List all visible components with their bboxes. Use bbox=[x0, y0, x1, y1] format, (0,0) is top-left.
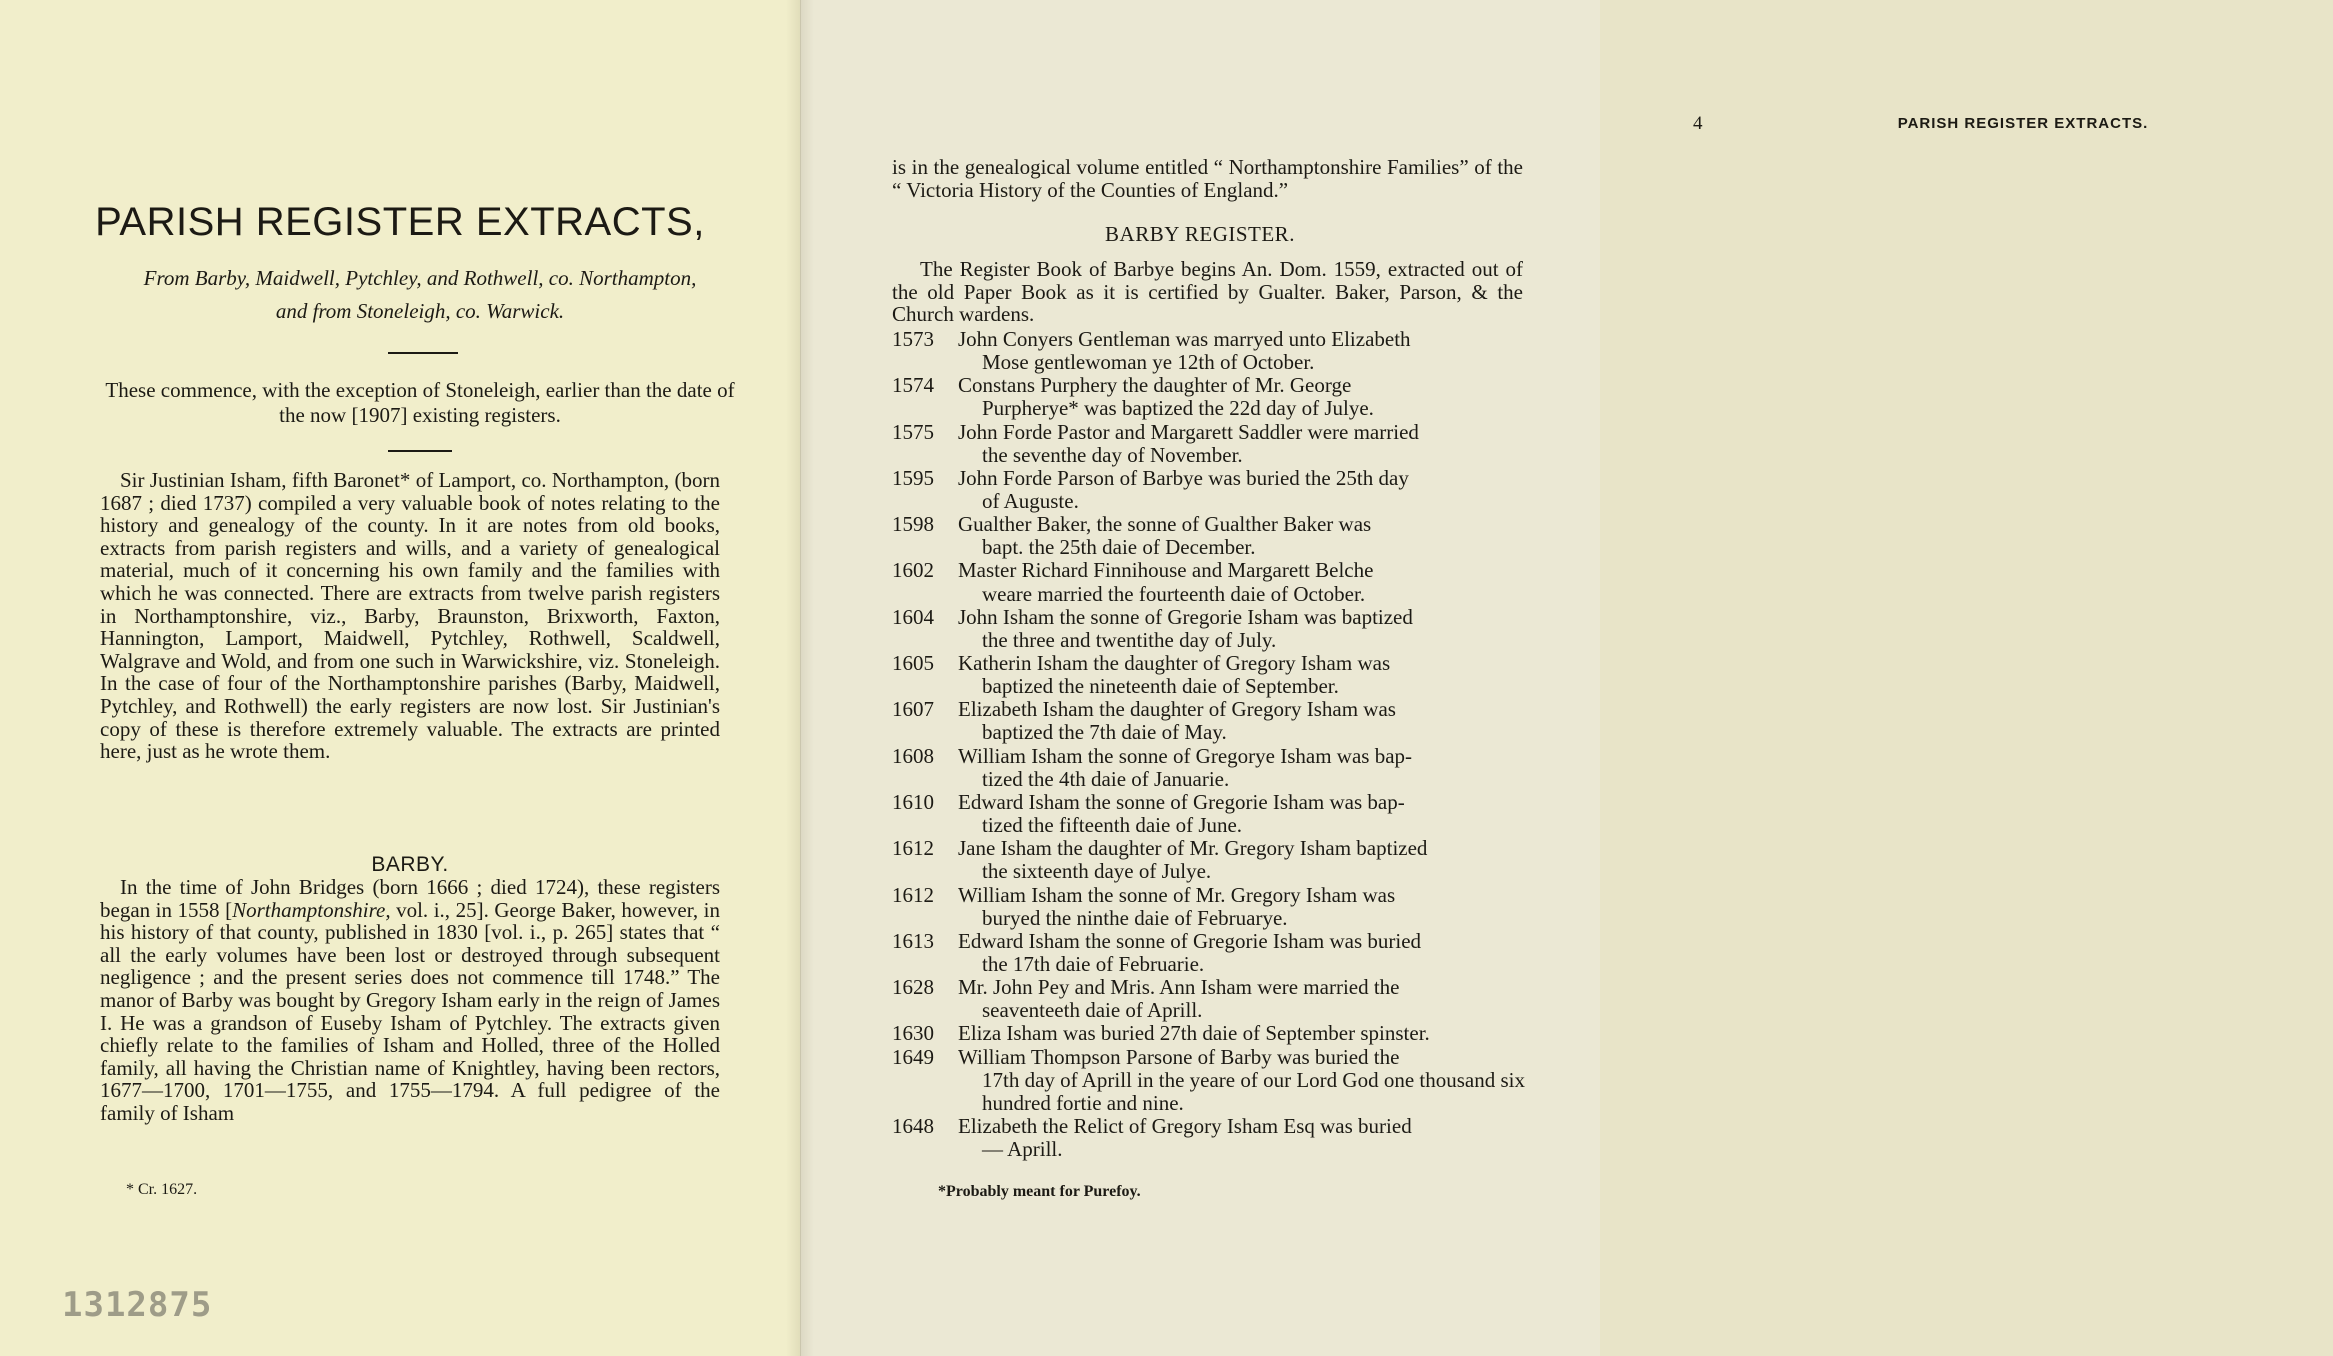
entry-text bbox=[958, 652, 1525, 698]
entry-year: 1613 bbox=[892, 928, 934, 953]
entry-continuation: the seventhe day of November. bbox=[982, 442, 1243, 467]
entry-year: 1595 bbox=[892, 465, 934, 490]
entry-first-line: Elizabeth the Relict of Gregory Isham Esq was buried bbox=[958, 1113, 1412, 1138]
entry-text bbox=[958, 1022, 1525, 1045]
entry-first-line: Eliza Isham was buried 27th daie of September spinster. bbox=[958, 1021, 1430, 1046]
entry-first-line: William Thompson Parsone of Barby was buried the bbox=[958, 1044, 1400, 1069]
page-number: 4 bbox=[1693, 113, 1703, 134]
entry-continuation: buryed the ninthe daie of Februarye. bbox=[982, 905, 1288, 930]
entry-first-line: Constans Purphery the daughter of Mr. George bbox=[958, 373, 1352, 398]
entry-continuation: baptized the nineteenth daie of September. bbox=[982, 674, 1339, 699]
register-entry bbox=[892, 791, 1525, 837]
continuation-text: is in the genealogical volume entitled “ Northamptonshire Families” of the “ Victoria History of the Counties of England.” bbox=[892, 155, 1523, 202]
entry-first-line: Edward Isham the sonne of Gregorie Isham was buried bbox=[958, 928, 1422, 953]
register-entry bbox=[892, 976, 1525, 1022]
divider-rule bbox=[388, 450, 452, 452]
entry-year: 1648 bbox=[892, 1113, 934, 1138]
register-entry bbox=[892, 745, 1525, 791]
entry-year: 1602 bbox=[892, 558, 934, 583]
entry-year: 1612 bbox=[892, 836, 934, 861]
entry-text bbox=[958, 698, 1525, 744]
entry-first-line: William Isham the sonne of Gregorye Isham was bap- bbox=[958, 743, 1413, 768]
entry-year: 1608 bbox=[892, 743, 934, 768]
register-entry bbox=[892, 1115, 1525, 1161]
entry-continuation: baptized the 7th daie of May. bbox=[982, 720, 1227, 745]
entry-year: 1630 bbox=[892, 1021, 934, 1046]
entry-first-line: Edward Isham the sonne of Gregorie Isham was bap- bbox=[958, 789, 1405, 814]
entry-continuation: Mose gentlewoman ye 12th of October. bbox=[982, 350, 1315, 375]
entry-year: 1598 bbox=[892, 512, 934, 537]
divider-rule bbox=[388, 352, 458, 354]
entry-continuation: the 17th daie of Februarie. bbox=[982, 951, 1205, 976]
register-entry bbox=[892, 837, 1525, 883]
entry-continuation: 17th day of Aprill in the yeare of our Lord God one thousand six hundred fortie and nine. bbox=[982, 1067, 1525, 1115]
register-entry bbox=[892, 559, 1525, 605]
entry-text bbox=[958, 1115, 1525, 1161]
section-heading-barby: BARBY. bbox=[371, 853, 449, 876]
entry-year: 1610 bbox=[892, 789, 934, 814]
register-entries bbox=[892, 328, 1525, 1161]
entry-continuation: — Aprill. bbox=[982, 1137, 1063, 1162]
subtitle bbox=[90, 262, 750, 328]
register-entry bbox=[892, 328, 1525, 374]
entry-text bbox=[958, 421, 1525, 467]
entry-first-line: John Conyers Gentleman was marryed unto Elizabeth bbox=[958, 327, 1411, 351]
register-entry bbox=[892, 421, 1525, 467]
entry-text bbox=[958, 328, 1525, 374]
register-entry bbox=[892, 884, 1525, 930]
register-entry bbox=[892, 698, 1525, 744]
entry-first-line: Mr. John Pey and Mris. Ann Isham were married the bbox=[958, 975, 1400, 1000]
entry-text bbox=[958, 606, 1525, 652]
entry-first-line: John Forde Pastor and Margarett Saddler were married bbox=[958, 419, 1419, 444]
register-intro: The Register Book of Barbye begins An. Dom. 1559, extracted out of the old Paper Book as it is certified by Gualter. Baker, Parson, & the Church wardens. bbox=[892, 257, 1523, 327]
register-entry bbox=[892, 606, 1525, 652]
entry-text bbox=[958, 1046, 1525, 1115]
footnote: * Cr. 1627. bbox=[126, 1181, 198, 1198]
entry-first-line: Master Richard Finnihouse and Margarett Belche bbox=[958, 558, 1374, 583]
register-entry bbox=[892, 513, 1525, 559]
subtitle-line-1: From Barby, Maidwell, Pytchley, and Rothwell, co. Northampton, bbox=[143, 266, 697, 290]
entry-year: 1612 bbox=[892, 882, 934, 907]
footnote: *Probably meant for Purefoy. bbox=[938, 1183, 1141, 1200]
register-entry bbox=[892, 1022, 1525, 1045]
register-entry bbox=[892, 1046, 1525, 1115]
entry-text bbox=[958, 513, 1525, 559]
barby-paragraph bbox=[100, 876, 720, 1125]
entry-text bbox=[958, 374, 1525, 420]
entry-first-line: John Isham the sonne of Gregorie Isham was baptized bbox=[958, 604, 1413, 629]
barby-paragraph-text: In the time of John Bridges (born 1666 ; died 1724), these registers began in 1558 [ bbox=[100, 875, 720, 922]
entry-year: 1628 bbox=[892, 975, 934, 1000]
entry-first-line: William Isham the sonne of Mr. Gregory Isham was bbox=[958, 882, 1396, 907]
entry-continuation: Purpherye* was baptized the 22d day of Julye. bbox=[982, 396, 1374, 421]
entry-text bbox=[958, 559, 1525, 605]
page-title: PARISH REGISTER EXTRACTS, bbox=[95, 200, 705, 244]
entry-continuation: bapt. the 25th daie of December. bbox=[982, 535, 1256, 560]
book-title-italic: Northamptonshire, bbox=[232, 897, 391, 922]
entry-continuation: seaventeeth daie of Aprill. bbox=[982, 998, 1203, 1023]
entry-first-line: John Forde Parson of Barbye was buried the 25th day bbox=[958, 465, 1409, 490]
entry-first-line: Elizabeth Isham the daughter of Gregory Isham was bbox=[958, 697, 1396, 722]
library-stamp: 1312875 bbox=[62, 1285, 213, 1325]
section-heading-register: BARBY REGISTER. bbox=[1105, 222, 1295, 246]
entry-year: 1607 bbox=[892, 697, 934, 722]
entry-continuation: tized the fifteenth daie of June. bbox=[982, 813, 1243, 838]
left-page bbox=[0, 0, 800, 1356]
entry-year: 1575 bbox=[892, 419, 934, 444]
entry-first-line: Jane Isham the daughter of Mr. Gregory Isham baptized bbox=[958, 836, 1428, 861]
entry-continuation: tized the 4th daie of Januarie. bbox=[982, 766, 1230, 791]
entry-continuation: the three and twentithe day of July. bbox=[982, 627, 1277, 652]
entry-year: 1574 bbox=[892, 373, 934, 398]
running-head: PARISH REGISTER EXTRACTS. bbox=[1897, 115, 2149, 132]
intro-note: These commence, with the exception of Stoneleigh, earlier than the date of the now [1907] existing registers. bbox=[105, 378, 735, 427]
barby-paragraph-text: vol. i., 25]. George Baker, however, in his history of that county, published in 1830 [vol. i., p. 265] states that “ all the early volumes have been lost or destroyed through subsequent negligence ; and the present series does not commence till 1748.” The manor of Barby was bought by Gregory Isham early in the reign of James I. He was a grandson of Euseby Isham of Pytchley. The extracts given chiefly relate to the families of Isham and Holled, three of the Holled family, all having the Christian name of Knightley, having been rectors, 1677—1700, 1701—1755, and 1755—1794. A full pedigree of the family of Isham bbox=[100, 897, 720, 1125]
entry-text bbox=[958, 930, 1525, 976]
entry-text bbox=[958, 791, 1525, 837]
subtitle-line-2: and from Stoneleigh, co. Warwick. bbox=[275, 299, 565, 323]
entry-text bbox=[958, 884, 1525, 930]
entry-continuation: weare married the fourteenth daie of October. bbox=[982, 581, 1366, 606]
entry-year: 1649 bbox=[892, 1044, 934, 1069]
page-header bbox=[1693, 113, 2333, 137]
entry-first-line: Katherin Isham the daughter of Gregory Isham was bbox=[958, 651, 1391, 676]
register-entry bbox=[892, 374, 1525, 420]
entry-continuation: of Auguste. bbox=[982, 488, 1079, 513]
entry-text bbox=[958, 467, 1525, 513]
entry-text bbox=[958, 745, 1525, 791]
register-entry bbox=[892, 652, 1525, 698]
entry-first-line: Gualther Baker, the sonne of Gualther Baker was bbox=[958, 512, 1372, 537]
entry-year: 1605 bbox=[892, 651, 934, 676]
entry-year: 1604 bbox=[892, 604, 934, 629]
register-entry bbox=[892, 467, 1525, 513]
entry-text bbox=[958, 837, 1525, 883]
register-entry bbox=[892, 930, 1525, 976]
intro-paragraph: Sir Justinian Isham, fifth Baronet* of Lamport, co. Northampton, (born 1687 ; died 1737) compiled a very valuable book of notes relating to the history and genealogy of the county. In it are notes from old books, extracts from parish registers and wills, and a variety of genealogical material, much of it concerning his own family and the families with which he was connected. There are extracts from twelve parish registers in Northamptonshire, viz., Barby, Braunston, Brixworth, Faxton, Hannington, Lamport, Maidwell, Pytchley, Rothwell, Scaldwell, Walgrave and Wold, and from one such in Warwickshire, viz. Stoneleigh. In the case of four of the Northamptonshire parishes (Barby, Maidwell, Pytchley, and Rothwell) the early registers are now lost. Sir Justinian's copy of these is therefore extremely valuable. The extracts are printed here, just as he wrote them. bbox=[100, 468, 720, 764]
entry-text bbox=[958, 976, 1525, 1022]
entry-year: 1573 bbox=[892, 327, 934, 351]
entry-continuation: the sixteenth daye of Julye. bbox=[982, 859, 1212, 884]
